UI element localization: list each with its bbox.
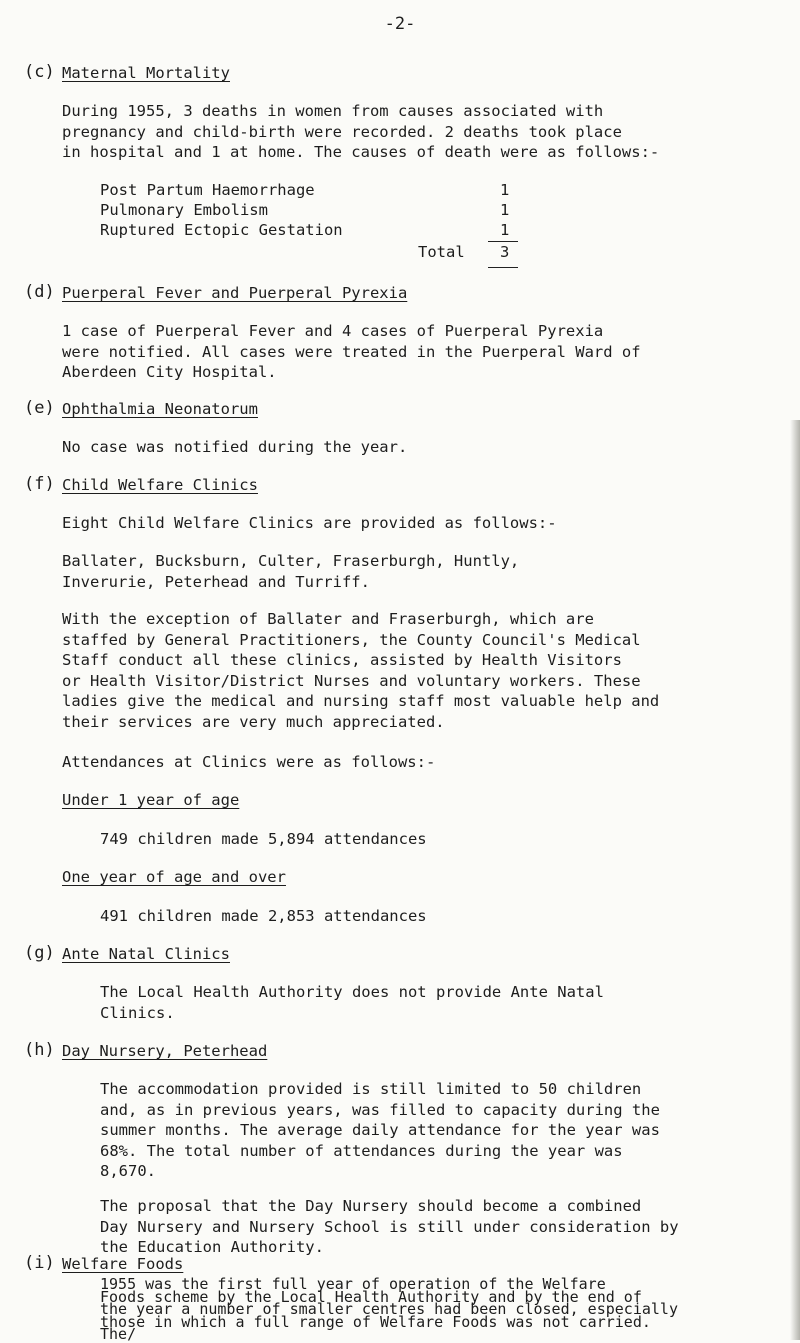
cause-label-1: Post Partum Haemorrhage [100, 181, 315, 199]
heading-welfare-foods: Welfare Foods [62, 1255, 184, 1273]
section-letter-h: (h) [24, 1040, 55, 1060]
section-letter-g: (g) [24, 943, 55, 963]
paragraph-welfare-foods: 1955 was the first full year of operation of the Welfare Foods scheme by the Local Health Authority and by the end of the year a number of smaller centres had been closed, especially those in which a full range of Welfare Foods was not carried. The/ [100, 1275, 678, 1343]
paragraph-ophthalmia: No case was notified during the year. [62, 438, 408, 456]
paragraph-day-nursery-accommodation: The accommodation provided is still limited to 50 children and, as in previous years, was filled to capacity during the summer months. The average daily attendance for the year was 68%. The total number of attendances during the year was 8,670. [100, 1080, 660, 1180]
paragraph-attendances-intro: Attendances at Clinics were as follows:- [62, 753, 436, 771]
heading-child-welfare: Child Welfare Clinics [62, 476, 258, 494]
section-letter-c: (c) [24, 62, 55, 82]
cause-label-3: Ruptured Ectopic Gestation [100, 221, 343, 239]
subheading-under-1: Under 1 year of age [62, 791, 240, 809]
total-rule-bottom [488, 267, 518, 268]
section-letter-e: (e) [24, 398, 55, 418]
paragraph-maternal-mortality: During 1955, 3 deaths in women from causes associated with pregnancy and child-birth were recorded. 2 deaths took place in hospital and 1 at home. The causes of death were as follows:- [62, 102, 660, 161]
total-label: Total [418, 243, 465, 261]
heading-ophthalmia: Ophthalmia Neonatorum [62, 400, 258, 418]
page-number: -2- [384, 14, 416, 34]
paragraph-puerperal-fever: 1 case of Puerperal Fever and 4 cases of Puerperal Pyrexia were notified. All cases were treated in the Puerperal Ward of Aberdeen City Hospital. [62, 322, 641, 381]
paragraph-clinic-staffing: With the exception of Ballater and Fraserburgh, which are staffed by General Practitioners, the County Council's Medical Staff conduct all these clinics, assisted by Health Visitors or Health Visitor/District Nurses and voluntary workers. These ladies give the medical and nursing staff most valuable help and their services are very much appreciated. [62, 610, 660, 731]
text-under-1: 749 children made 5,894 attendances [100, 830, 427, 848]
page-edge-shadow [790, 420, 800, 1340]
total-value: 3 [500, 243, 510, 261]
subheading-over-1: One year of age and over [62, 868, 286, 886]
section-letter-f: (f) [24, 474, 55, 494]
heading-day-nursery: Day Nursery, Peterhead [62, 1042, 268, 1060]
heading-puerperal-fever: Puerperal Fever and Puerperal Pyrexia [62, 284, 408, 302]
cause-count-2: 1 [500, 201, 510, 219]
paragraph-day-nursery-proposal: The proposal that the Day Nursery should become a combined Day Nursery and Nursery School is still under consideration by the Education Authority. [100, 1197, 679, 1256]
heading-maternal-mortality: Maternal Mortality [62, 64, 230, 82]
heading-ante-natal: Ante Natal Clinics [62, 945, 230, 963]
paragraph-clinics-intro: Eight Child Welfare Clinics are provided as follows:- [62, 514, 557, 532]
paragraph-ante-natal: The Local Health Authority does not provide Ante Natal Clinics. [100, 983, 604, 1022]
paragraph-clinic-locations: Ballater, Bucksburn, Culter, Fraserburgh, Huntly, Inverurie, Peterhead and Turriff. [62, 552, 520, 591]
cause-label-2: Pulmonary Embolism [100, 201, 268, 219]
text-over-1: 491 children made 2,853 attendances [100, 907, 427, 925]
cause-count-1: 1 [500, 181, 510, 199]
cause-count-3: 1 [500, 221, 510, 239]
total-rule-top [488, 241, 518, 242]
section-letter-d: (d) [24, 282, 55, 302]
section-letter-i: (i) [24, 1253, 55, 1273]
